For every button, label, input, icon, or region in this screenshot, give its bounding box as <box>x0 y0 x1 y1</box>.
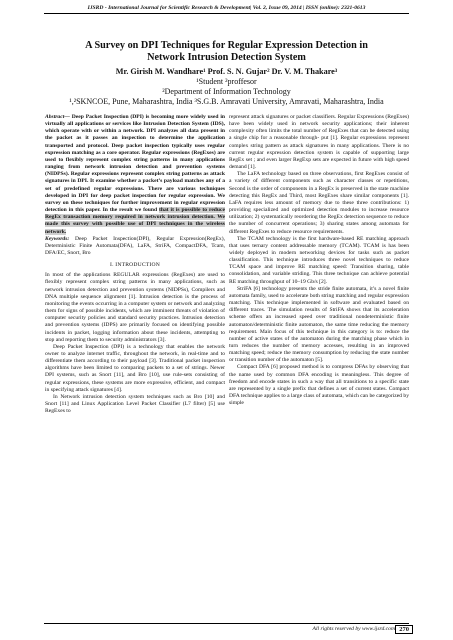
affiliation-department: ²Department of Information Technology <box>162 87 291 96</box>
abstract-highlight: that it is possible to reduce RegEx transaction memory required in network intrusion detection. We made this survey with possible use of DPI techniques in the wireless network. <box>45 207 225 235</box>
intro-paragraph-1: In most of the applications REGULAR expressions (RegExes) are used to flexibly represent complex string patterns in many applications, such as network intrusion detection and prevention systems (NIDPSs), Compilers and DNA multiple sequence alignment [1]. Intrusion detection is the process of monitoring the events occurring in a computer system or network and analyzing them for signs of possible incidents, which are imminent threats of violation of computer security policies and standard security practices. Intrusion detection and prevention systems (IDPS) are primarily focused on identifying possible incidents in packet, logging information about these incidents, attempting to stop and reporting them to security administrators [3]. <box>45 272 225 343</box>
intro-paragraph-3: In Network intrusion detection system techniques such as Bro [10] and Snort [11] and Linux Application Level Packet Classifier (L7 filter) [5] use RegExes to <box>45 393 225 415</box>
strifa-paragraph: StriFA [6] technology presents the stride finite automata, it’s a novel finite automata family, used to accelerate both string matching and regular expression matching. This technique implemented in software and evaluated based on different traces. The simulation results of StriFA shows that its acceleration scheme offers an increased speed over traditional nondeterministic finite automaton/deterministic finite automaton, the same time reducing the memory requirement. Main focus of this technique in this category is to: reduce the number of active states of the automaton during the matching phase which in turn reduces the number of memory accesses, resulting in an improved matching speed; reduce the memory consumption by reducing the state number or transition number of the automaton [5]. <box>229 285 409 364</box>
right-column <box>229 114 409 407</box>
tcam-paragraph: The TCAM technology is the first hardware-based RE matching approach that uses ternary content addressable memory (TCAM). TCAM is has been widely deployed in modern networking devices for tasks such as packet classification. This technique introduces three novel techniques to reduce TCAM space and improve RE matching speed: Transition sharing, table consolidation, and variable striding. This three technique can achieve potential RE matching throughput of 10–19 Gb/s [2]. <box>229 235 409 285</box>
left-column <box>45 114 225 415</box>
abstract <box>45 114 225 236</box>
title-line-2: Network Intrusion Detection System <box>147 52 306 63</box>
keywords-text: Deep Packet Inspection(DPI), Regular Expression(RegEx), Deterministic Finite Automata(DFA), LaFA, StriFA, CompactDFA, Tcam, DFA/EC, Snort, Bro <box>45 235 225 256</box>
intro-paragraph-2: Deep Packet Inspection (DPI) is a technology that enables the network owner to analyze internet traffic, throughout the network, in real-time and to differentiate them according to their payload [3]. Traditional packet inspection algorithms have been limited to comparing packets to a set of strings. Newer DPI systems, such as Snort [11], and Bro [10], use rule-sets consisting of regular expressions, these systems are more expressive, efficient, and compact in specifying attack signatures [4]. <box>45 343 225 393</box>
footer-rule <box>44 623 409 624</box>
compactdfa-paragraph: Compact DFA [6] proposed method is to compress DFAs by observing that the name used by common DFA encoding is meaningless. This degree of freedom and encode states in such a way that all transitions to a specific state are represented by a single prefix that defines a set of current states. Compact DFA technique applies to a large class of automata, which can be categorized by simple <box>229 364 409 407</box>
title-line-1: A Survey on DPI Techniques for Regular Expression Detection in <box>85 40 368 51</box>
affiliation-role: ¹Student ²proffesor <box>196 77 257 86</box>
header-rule <box>44 13 409 14</box>
footer-rights-text: All rights reserved by www.ijsrd.com <box>312 626 395 632</box>
affiliation-institutions: ¹,²SKNCOE, Pune, Maharashtra, India ³S.G.B. Amravati University, Amravati, Maharashtra, India <box>69 97 384 106</box>
page-footer <box>0 623 453 633</box>
right-paragraph-1: represent attack signatures or packet classifiers. Regular Expressions (RegExes) have been widely used in network security applications; their inherent complexity often limits the total number of RegExes that can be detected using a single chip for a reasonable through- put [1]. Regular expressions represent complex string pattern as attack signatures in many applications. There is no current regular expression detection system is capable of supporting large RegEx set ; and even larger RegExp sets are expected in future with high speed demand [1]. <box>229 114 409 171</box>
author-list: Mr. Girish M. Wandhare¹ Prof. S. N. Gujar² Dr. V. M. Thakare³ <box>115 67 338 76</box>
paper-title <box>30 40 423 64</box>
abstract-text: Deep Packet Inspection (DPI) is becoming more widely used in virtually all applications or services like Intrusion Detection System (IDS), which operate with or within a network. DPI analyzes all data present in the packet as it passes an inspection to determine the application transported and protocol. Deep packet inspection typically uses regular expression matching as a core operator. Regular expressions (RegExes) are used to flexibly represent complex string patterns in many applications ranging from network intrusion detection and prevention systems (NIDPSs). Regular expressions represent complex string patterns as attack signatures in DPI. It examine whether a packet’s payload matches any of a set of predefined regular expressions. There are various techniques developed in DPI for deep packet inspection for regular expression. We survey on these techniques for further improvement in regular expression detection in this paper. In the result we found <box>45 114 225 214</box>
keywords-label: Keywords: <box>45 235 70 242</box>
abstract-label: Abstract— <box>45 114 70 120</box>
page-number: 270 <box>395 625 413 634</box>
keywords <box>45 236 225 257</box>
section-heading-introduction: I. INTRODUCTION <box>110 262 160 269</box>
lafa-paragraph: The LaFA technology based on three observations, first RegExes consist of a variety of different components such as character classes or repetitions, Second is the order of components in a RegEx is preserved in the state machine detecting this RegEx and Third, most RegExes share similar components [1]. LaFA requires less amount of memory due to these three contributions: 1) providing specialized and optimized detection modules to increase resource utilization; 2) systematically reordering the RegEx detection sequence to reduce the number of concurrent operations; 3) sharing states among automata for different RegExes to reduce resource requirements. <box>229 171 409 235</box>
journal-header: IJSRD - International Journal for Scientific Research & Development| Vol. 2, Issue 09, 2014 | ISSN (online): 2321-0613 <box>87 5 366 11</box>
